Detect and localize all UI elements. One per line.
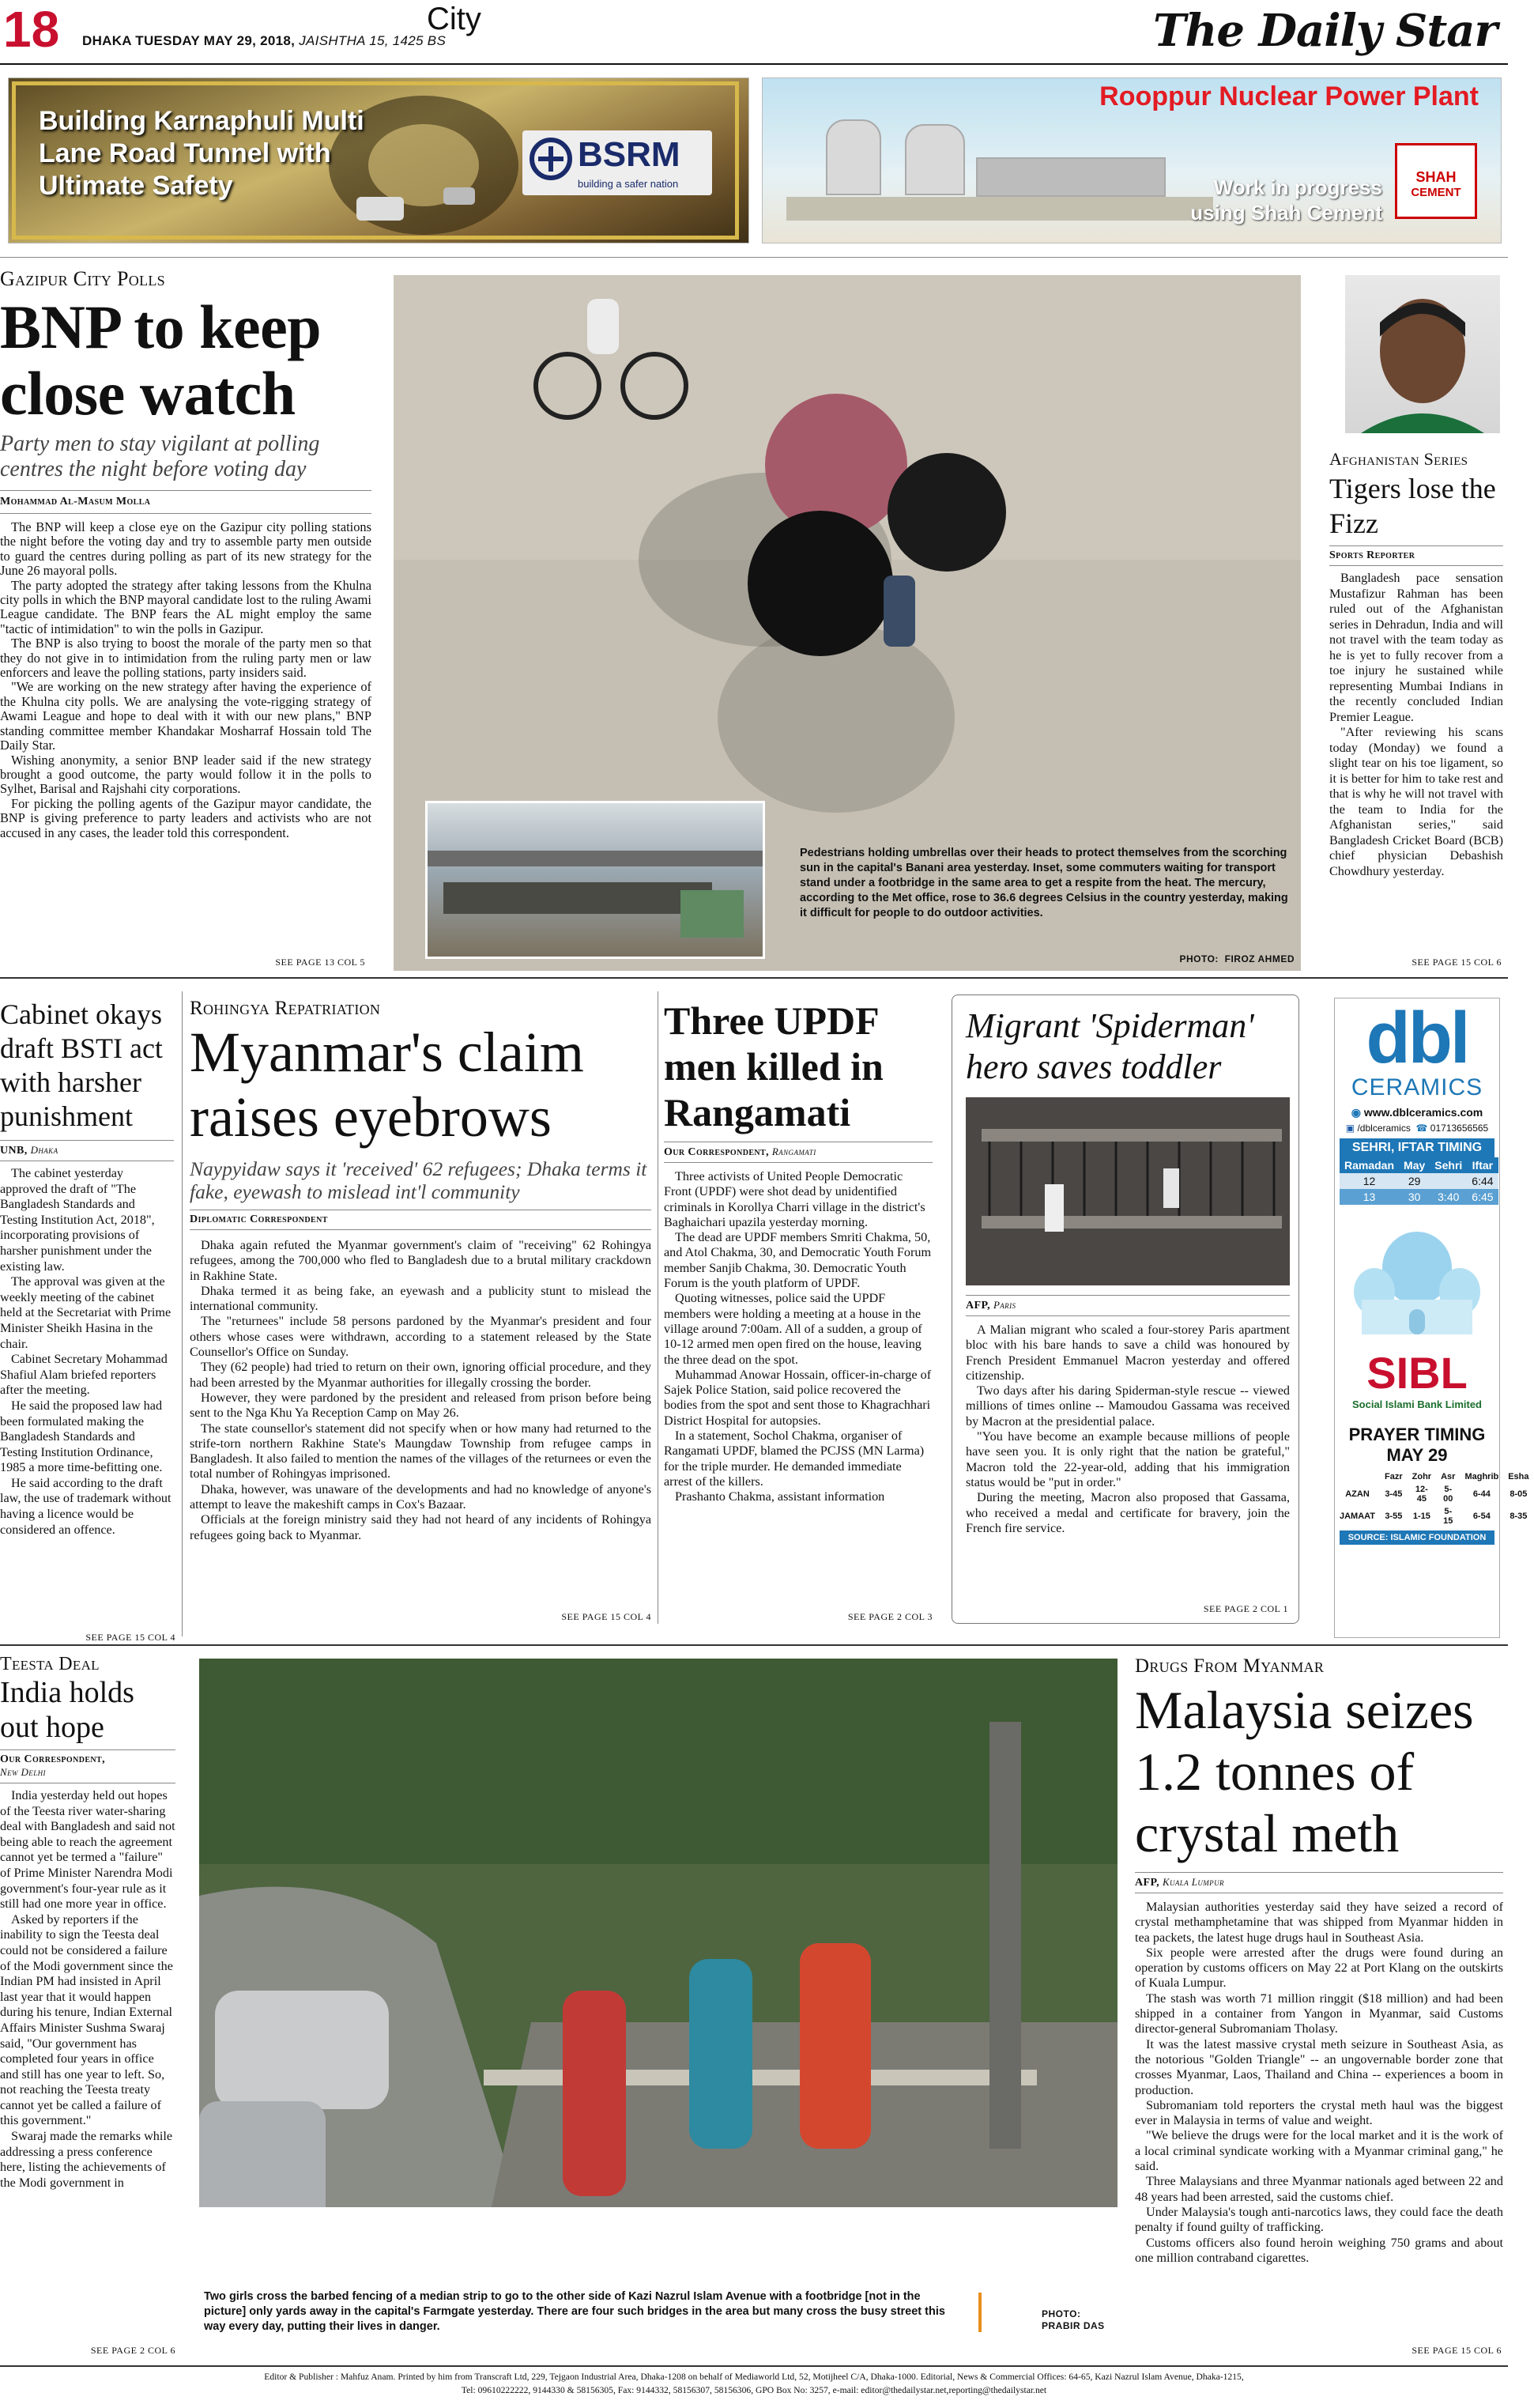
dbl-url [1335, 1106, 1499, 1119]
dateline-date: DHAKA TUESDAY MAY 29, 2018, [82, 33, 296, 48]
tigers-rule [1329, 545, 1503, 546]
column-rule [182, 991, 183, 1636]
teesta-byline-place: New Delhi [0, 1766, 46, 1778]
prayer-cell: 6-44 [1472, 1489, 1491, 1499]
rohingya-story [190, 998, 651, 1543]
bsti-paragraph: He said the proposed law had been formulated making the Bangladesh Standards and Testing Institution Ordinance, 1985 a more time-befitting one. [0, 1398, 163, 1475]
shah-cement-ad[interactable] [762, 77, 1502, 243]
spiderman-byline-agency: AFP, [966, 1300, 991, 1312]
tigers-headline: Tigers lose the Fizz [1329, 473, 1496, 539]
bnp-paragraph: The party adopted the strategy after taking lessons from the Khulna city polls in which the BNP mayoral candidate lost to the ruling Awami League candidate. The BNP fears the AL might employ the same "tactic of intimidation" to win the polls in Gazipur. [0, 577, 371, 636]
iftar-row [1340, 1173, 1498, 1189]
prayer-row [1335, 1483, 1534, 1505]
mustafizur-photo [1345, 275, 1500, 433]
player-portrait-illustration [1345, 275, 1500, 433]
balcony-climb-illustration [966, 1097, 1290, 1285]
iftar-header: Ramadan [1344, 1159, 1395, 1172]
updf-paragraph: Quoting witnesses, police said the UPDF members were holding a meeting at a house in the village around 7:00am. All of a sudden, a group of 10-12 armed men open fired on the house, leaving the three dead on the spot. [664, 1291, 922, 1367]
iftar-cell: 29 [1408, 1175, 1421, 1187]
prayer-cell: 8-05 [1510, 1489, 1528, 1499]
tigers-story [1329, 449, 1503, 879]
meth-byline-place: Kuala Lumpur [1162, 1876, 1224, 1888]
shah-ad-tagline-1: Work in progress [1213, 176, 1382, 199]
updf-body [664, 1169, 933, 1505]
iftar-cell: 13 [1363, 1191, 1376, 1203]
footer-rule [0, 2365, 1508, 2367]
phone-icon: ☎ [1415, 1123, 1428, 1134]
meth-paragraph: Six people were arrested after the drugs were found during an operation by customs officers on May 22 at Port Klang on the outskirts of Kuala Lumpur. [1135, 1945, 1503, 1991]
iftar-cell: 12 [1363, 1175, 1376, 1187]
meth-paragraph: Three Malaysians and three Myanmar nationals aged between 22 and 48 years had been arrested, said the customs chief. [1135, 2174, 1503, 2204]
rohingya-byline-rule [190, 1229, 651, 1230]
updf-paragraph: The dead are UPDF members Smriti Chakma, 50, and Atol Chakma, 30, and Democratic Youth Forum member Sanjib Chakma, 30. Democratic Youth Forum is the youth platform of UPDF. [664, 1230, 932, 1291]
bsrm-ad[interactable] [8, 77, 749, 243]
commuters-inset-illustration [428, 803, 763, 957]
bsti-headline: Cabinet okays draft BSTI act with harsher punishment [0, 998, 163, 1132]
prayer-cell: 1-15 [1412, 1512, 1430, 1521]
sibl-wordmark: SIBL [1366, 1348, 1468, 1398]
farmgate-photo-caption: Two girls cross the barbed fencing of a median strip to go to the other side of Kazi Nazrul Islam Avenue with a footbridge [not in the picture] only yards away in the capital's Farmgate yesterday. There are four such bridges in the area but many cross the busy street this way every day, putting their lives in danger. [204, 2290, 945, 2333]
prayer-cell: 12-45 [1415, 1485, 1428, 1504]
iftar-title: SEHRI, IFTAR TIMING [1340, 1138, 1494, 1157]
cooling-tower-1 [826, 119, 881, 195]
bsrm-ad-headline: Building Karnaphuli Multi Lane Road Tunnel with Ultimate Safety [39, 106, 364, 201]
spiderman-body [966, 1323, 1290, 1536]
meth-jump: SEE PAGE 15 COL 6 [1412, 2345, 1502, 2356]
rohingya-paragraph: The state counsellor's statement did not specify when or how many had returned to the strife-torn northern Rakhine State's Maungdaw Township from refugee camps in Bangladesh. It also failed to mention the names of the villages of the returnees or even the total number of Rohingyas imprisoned. [190, 1421, 651, 1481]
rohingya-byline: Diplomatic Correspondent [190, 1213, 328, 1225]
bsrm-brand: BSRM [578, 135, 680, 174]
spiderman-paragraph: "You have become an example because millions of people have seen you. It is only right that the nation be grateful," Macron told the 22-year-old, adding that his immigration status would be "put in order." [966, 1429, 1290, 1489]
iftar-header: Iftar [1472, 1159, 1494, 1172]
rohingya-subhead: Naypyidaw says it 'received' 62 refugees; Dhaka terms it fake, eyewash to mislead int'l community [190, 1157, 647, 1203]
bsti-jump: SEE PAGE 15 COL 4 [85, 1632, 175, 1643]
imprint-line-2: Tel: 09610222222, 9144330 & 58156305, Fax: 9144332, 58156307, 58156306, GPO Box No: 3257, e-mail: editor@thedailystar.net,reporting@thedailystar.net [461, 2385, 1047, 2395]
rohingya-headline: Myanmar's claim raises eyebrows [190, 1021, 584, 1149]
meth-byline [1135, 1876, 1503, 1889]
bnp-byline-rule [0, 513, 371, 514]
bsti-body [0, 1166, 174, 1538]
meth-paragraph: Under Malaysia's tough anti-narcotics laws, they could face the death penalty if found guilty of trafficking. [1135, 2204, 1503, 2235]
bsrm-tagline: building a safer nation [578, 178, 679, 190]
prayer-table [1335, 1470, 1534, 1527]
updf-jump: SEE PAGE 2 COL 3 [847, 1611, 933, 1622]
meth-paragraph: Customs officers also found heroin weighing 750 grams and about one million contraband cigarettes. [1135, 2235, 1503, 2265]
rohingya-paragraph: The "returnees" include 58 persons pardoned by the Myanmar's president and four others whose cases were withdrawn, according to a statement released by the State Counsellor's Office on Sunday. [190, 1314, 651, 1360]
prayer-header: Esha [1508, 1472, 1529, 1481]
meth-paragraph: It was the latest massive crystal meth seizure in Southeast Asia, as the notorious "Golden Triangle" -- an ungovernable border zone that crosses Myanmar, Laos, Thailand and China -- experiences a boom in production. [1135, 2036, 1503, 2097]
iftar-header-row [1340, 1157, 1498, 1173]
fold-rule-1 [0, 977, 1508, 979]
iftar-cell: 6:45 [1472, 1191, 1494, 1203]
tigers-body [1329, 571, 1503, 879]
rohingya-paragraph: They (62 people) had tried to return on their own, ignoring official procedure, and they had been arrested by the Myanmar authorities for illegally crossing the border. [190, 1360, 651, 1390]
tigers-paragraph: Bangladesh pace sensation Mustafizur Rahman has been ruled out of the Afghanistan series in Dehradun, India and will not travel with the team today as he is yet to fully recover from a toe injury he sustained while representing Mumbai Indians in the recently concluded Indian Premier League. [1329, 571, 1503, 724]
prayer-header-row [1335, 1470, 1534, 1483]
updf-byline-rule [664, 1162, 933, 1163]
heat-photo-credit-name: FIROZ AHMED [1224, 953, 1295, 964]
rohingya-kicker: Rohingya Repatriation [190, 998, 381, 1019]
iftar-header: May [1404, 1159, 1426, 1172]
dbl-ceramics: CERAMICS [1351, 1074, 1483, 1100]
bsti-paragraph: The approval was given at the weekly meeting of the cabinet held at the Secretariat with Prime Minister Sheikh Hasina in the chair. [0, 1274, 171, 1351]
mosque-icon [1346, 1221, 1488, 1339]
teesta-paragraph: India yesterday held out hopes of the Teesta river water-sharing deal with Bangladesh and said not being able to reach the agreement cannot yet be termed a "failure" of Prime Minister Narendra Modi government's four-year rule as it still had one more year in office. [0, 1788, 175, 1912]
sibl-full-name: Social Islami Bank Limited [1352, 1398, 1482, 1410]
prayer-cell: 3-55 [1385, 1512, 1403, 1521]
farmgate-photo-credit [1042, 2308, 1114, 2332]
meth-byline-agency: AFP, [1135, 1877, 1160, 1889]
updf-paragraph: Prashanto Chakma, assistant information [675, 1489, 885, 1504]
rohingya-jump: SEE PAGE 15 COL 4 [561, 1611, 651, 1622]
updf-byline [664, 1145, 933, 1159]
shah-ad-tagline [1190, 175, 1382, 225]
spiderman-byline [966, 1299, 1290, 1312]
globe-icon: ◉ [1351, 1106, 1361, 1119]
heat-photo-credit [1168, 953, 1295, 964]
prayer-header [1335, 1470, 1380, 1483]
teesta-kicker: Teesta Deal [0, 1654, 100, 1674]
spiderman-headline: Migrant 'Spiderman' hero saves toddler [966, 1006, 1254, 1086]
iftar-cell: 6:44 [1472, 1175, 1494, 1187]
updf-paragraph: In a statement, Sochol Chakma, organiser of Rangamati UPDF, blamed the PCJSS (MN Larma) for the triple murder. He demanded immediate arrest of the killers. [664, 1429, 925, 1489]
spiderman-story [966, 1006, 1290, 1536]
updf-paragraph: Three activists of United People Democratic Front (UPDF) were shot dead by unidentified criminals in Korollya Charri village in the district's Baghaichari upazila yesterday morning. [664, 1169, 925, 1229]
teesta-paragraph: Asked by reporters if the inability to sign the Teesta deal could not be considered a failure of the Modi government since the Indian PM had insisted in April last year that it would happen during his tenure, Indian External Affairs Minister Sushma Swaraj said, "Our government has completed four years in office and still has one year to left. So, not reaching the Teesta treaty cannot yet be called a failure of this government." [0, 1912, 173, 2128]
bnp-paragraph: The BNP will keep a close eye on the Gazipur city polling stations the night before the voting day and try to assemble party men outside to guard the centres during polling as part of its new strategy for the June 26 mayoral polls. [0, 519, 371, 579]
bnp-body [0, 520, 371, 840]
dbl-facebook: /dblceramics [1357, 1123, 1411, 1134]
meth-rule [1135, 1872, 1503, 1873]
bsti-paragraph: He said according to the draft law, the use of trademark without having a licence would be considered an offence. [0, 1475, 171, 1537]
bnp-headline: BNP to keep close watch [0, 293, 322, 428]
teesta-paragraph: Swaraj made the remarks while addressing a press conference here, listing the achievements of the Modi government in [0, 2129, 173, 2190]
prayer-cell: JAMAAT [1340, 1512, 1376, 1521]
prayer-cell: AZAN [1345, 1489, 1370, 1499]
heat-photo-caption: Pedestrians holding umbrellas over their heads to protect themselves from the scorching sun in the capital's Banani area yesterday. Inset, some commuters waiting for transport stand under a footbridge in the same area to get a respite from the heat. The mercury, according to the Met office, rose to 36.6 degrees Celsius in the country yesterday, making it difficult for people to do outdoor activities. [800, 847, 1288, 919]
prayer-cell: 3-45 [1385, 1489, 1403, 1499]
teesta-headline: India holds out hope [0, 1676, 134, 1744]
plant-building [976, 157, 1166, 197]
bnp-paragraph: The BNP is also trying to boost the morale of the party men so that they do not give in to intimidation from the ruling party men or law enforcers and leave the polling stations, party insiders said. [0, 636, 371, 681]
spiderman-paragraph: A Malian migrant who scaled a four-storey Paris apartment bloc with his bare hands to save a child was honoured by French President Emmanuel Macron yesterday and offered citizenship. [966, 1323, 1290, 1383]
shah-ad-title: Rooppur Nuclear Power Plant [1099, 81, 1479, 111]
farmgate-credit-label: PHOTO: [1042, 2308, 1081, 2319]
footbridge-inset-photo [425, 801, 765, 959]
cooling-tower-2 [905, 124, 965, 195]
teesta-rule [0, 1749, 175, 1750]
facebook-icon: ▣ [1345, 1123, 1355, 1134]
heat-photo-credit-label: PHOTO: [1179, 953, 1219, 964]
bsti-byline-agency: UNB, [0, 1145, 28, 1157]
sibl-logo [1335, 1347, 1499, 1398]
updf-story [664, 998, 933, 1505]
meth-paragraph: "We believe the drugs were for the local market and it is the work of a local criminal syndicate working with a Myanmar criminal gang," he said. [1135, 2128, 1503, 2174]
prayer-header: Asr [1441, 1472, 1456, 1481]
bsti-rule [0, 1140, 174, 1141]
iftar-cell [1430, 1173, 1467, 1189]
shah-logo-line2: CEMENT [1411, 186, 1461, 199]
farmgate-credit-name: PRABIR DAS [1042, 2320, 1105, 2331]
updf-byline-author: Our Correspondent, [664, 1146, 769, 1158]
meth-body [1135, 1900, 1503, 2266]
iftar-header: Sehri [1434, 1159, 1463, 1172]
tigers-kicker: Afghanistan Series [1329, 449, 1468, 469]
bnp-paragraph: Wishing anonymity, a senior BNP leader said if the new strategy brought a good outcome, the party would follow it in the polls to Sylhet, Barisal and Rajshahi city corporations. [0, 752, 371, 797]
iftar-table [1340, 1157, 1498, 1205]
spiderman-rule [966, 1295, 1290, 1296]
prayer-cell: 8-35 [1510, 1512, 1528, 1521]
bnp-kicker: Gazipur City Polls [0, 267, 165, 290]
prayer-header: Maghrib [1464, 1472, 1499, 1481]
prayer-cell: 5-00 [1443, 1485, 1453, 1504]
heat-photo [394, 275, 1301, 971]
caption-accent-bar [978, 2293, 982, 2332]
bnp-paragraph: "We are working on the new strategy after having the experience of the Khulna city polls. We are analysing the vote-rigging strategy of Awami League and hope to deal with it with our new plans," BNP standing committee member Khandakar Mosharraf Hossain told The Daily Star. [0, 679, 371, 753]
plant-ground [786, 197, 1213, 221]
rohingya-paragraph: Dhaka again refuted the Myanmar government's claim of "receiving" 62 Rohingya refugees, among the 700,000 who fled to Bangladesh due to a brutal military crackdown in Rakhine State. [190, 1238, 651, 1283]
dbl-logo: dbl [1366, 998, 1468, 1078]
rohingya-paragraph: Officials at the foreign ministry said they had not heard of any incidents of Rohingya refugees going back to Myanmar. [190, 1512, 651, 1542]
teesta-byline-author: Our Correspondent, [0, 1753, 105, 1765]
bsrm-emblem-icon [529, 137, 573, 181]
dateline [82, 33, 446, 49]
dbl-url-text: www.dblceramics.com [1363, 1106, 1483, 1119]
dbl-sibl-ad[interactable] [1334, 998, 1529, 1638]
prayer-source: SOURCE: ISLAMIC FOUNDATION [1340, 1530, 1494, 1545]
rohingya-paragraph: Dhaka, however, was unaware of the developments and had no knowledge of anyone's attempt to leave the makeshift camps in Cox's Bazaar. [190, 1481, 651, 1512]
bsti-paragraph: The cabinet yesterday approved the draft of "The Bangladesh Standards and Testing Institution Act, 2018", incorporating provisions of harsher punishment under the existing law. [0, 1166, 155, 1274]
meth-headline: Malaysia seizes 1.2 tonnes of crystal meth [1135, 1680, 1474, 1863]
rohingya-paragraph: However, they were pardoned by the president and released from prison before being sent to the Nga Khu Ya Reception Camp on May 26. [190, 1390, 651, 1421]
spiderman-paragraph: Two days after his daring Spiderman-style rescue -- viewed millions of times online -- Mamoudou Gassama was received by Macron at the presidential palace. [966, 1383, 1290, 1429]
imprint-line [0, 2370, 1508, 2397]
meth-kicker: Drugs From Myanmar [1135, 1655, 1325, 1677]
bnp-subhead: Party men to stay vigilant at polling centres the night before voting day [0, 432, 320, 481]
dbl-phone: 01713656565 [1430, 1123, 1489, 1134]
prayer-title: PRAYER TIMING [1348, 1425, 1486, 1444]
spiderman-jump: SEE PAGE 2 COL 1 [1203, 1603, 1288, 1614]
bsti-story [0, 998, 174, 1538]
median-crossing-illustration [199, 1659, 1118, 2244]
meth-paragraph: Subromaniam told reporters the crystal meth haul was the biggest ever in Malaysia in terms of value and weight. [1135, 2097, 1503, 2128]
bsti-paragraph: Cabinet Secretary Mohammad Shafiul Alam briefed reporters after the meeting. [0, 1352, 168, 1398]
meth-paragraph: Malaysian authorities yesterday said they have seized a record of crystal methamphetamine that was shipped from Myanmar hidden in tea packets, the latest huge drugs haul in Southeast Asia. [1135, 1900, 1503, 1945]
teesta-story [0, 1654, 175, 2191]
rohingya-paragraph: Dhaka termed it as being fake, an eyewash and a publicity stunt to mislead the international community. [190, 1283, 651, 1314]
newspaper-logo: The Daily Star [1152, 5, 1497, 57]
prayer-header: Fazr [1385, 1472, 1403, 1481]
imprint-line-1: Editor & Publisher : Mahfuz Anam. Printed by him from Transcraft Ltd, 229, Tejgaon Industrial Area, Dhaka-1208 on behalf of Mediaworld Ltd, 52, Motijheel C/A, Dhaka-1000. Editorial, News & Commercial Offices: 64-65, Kazi Nazrul Islam Avenue, Dhaka-1215, [264, 2372, 1244, 2382]
bsti-byline-place: Dhaka [30, 1144, 58, 1156]
updf-headline: Three UPDF men killed in Rangamati [664, 998, 884, 1134]
iftar-cell: 30 [1408, 1191, 1421, 1203]
meth-paragraph: The stash was worth 71 million ringgit ($18 million) and had been shipped in a container from Yangon in Myanmar, said Customs director-general Subromaniam Tholasy. [1135, 1991, 1503, 2036]
masthead-rule [0, 63, 1508, 65]
teesta-body [0, 1788, 175, 2191]
tigers-byline: Sports Reporter [1329, 549, 1415, 561]
dateline-bangla: JAISHTHA 15, 1425 BS [299, 33, 447, 48]
spiderman-byline-rule [966, 1315, 1290, 1316]
tigers-jump: SEE PAGE 15 COL 6 [1412, 957, 1502, 968]
prayer-cell: 5-15 [1443, 1507, 1453, 1526]
tigers-byline-rule [1329, 565, 1503, 566]
spiderman-byline-place: Paris [993, 1299, 1016, 1311]
farmgate-photo [199, 1659, 1118, 2244]
bnp-paragraph: For picking the polling agents of the Gazipur mayor candidate, the BNP is giving preference to party leaders and activists who are not accused in any cases, the leader told this correspondent. [0, 795, 371, 840]
teesta-jump: SEE PAGE 2 COL 6 [90, 2345, 175, 2356]
page-number: 18 [3, 1, 60, 58]
section-title: City [427, 2, 481, 36]
rohingya-body [190, 1238, 651, 1543]
bsti-byline [0, 1144, 174, 1157]
fold-rule-2 [0, 1644, 1508, 1646]
shah-ad-tagline-2: using Shah Cement [1190, 201, 1382, 225]
caption-strip [199, 2207, 1118, 2244]
spiderman-paragraph: During the meeting, Macron also proposed that Gassama, who received a medal and certificate for bravery, join the French fire service. [966, 1490, 1290, 1535]
bnp-story [0, 267, 371, 840]
spiderman-photo [966, 1097, 1290, 1285]
iftar-row [1340, 1189, 1498, 1205]
teesta-byline [0, 1753, 175, 1780]
meth-story [1135, 1655, 1503, 2266]
updf-paragraph: Muhammad Anowar Hossain, officer-in-charge of Sajek Police Station, said police recovered the bodies from the spot and sent those to Khagrachhari District Hospital for autopsies. [664, 1367, 932, 1428]
prayer-date: MAY 29 [1386, 1445, 1448, 1465]
bnp-byline: Mohammad Al-Masum Molla [0, 496, 151, 508]
prayer-header: Zohr [1412, 1472, 1432, 1481]
prayer-cell: 6-54 [1472, 1512, 1491, 1521]
iftar-cell: 3:40 [1438, 1191, 1460, 1203]
shah-cement-logo [1395, 143, 1477, 219]
prayer-row [1335, 1505, 1534, 1527]
dbl-contacts [1335, 1123, 1499, 1134]
bnp-jump: SEE PAGE 13 COL 5 [275, 957, 365, 968]
ads-divider [0, 257, 1508, 258]
shah-logo-line1: SHAH [1415, 169, 1457, 185]
updf-byline-place: Rangamati [771, 1145, 816, 1157]
bnp-rule [0, 490, 371, 491]
tigers-paragraph: "After reviewing his scans today (Monday) we found a slight tear on his toe ligament, so it is better for him to take rest and that is why he will not travel with the team to India for the Afghanistan series," said Bangladesh Cricket Board (BCB) chief physician Debashish Chowdhury yesterday. [1329, 725, 1503, 878]
